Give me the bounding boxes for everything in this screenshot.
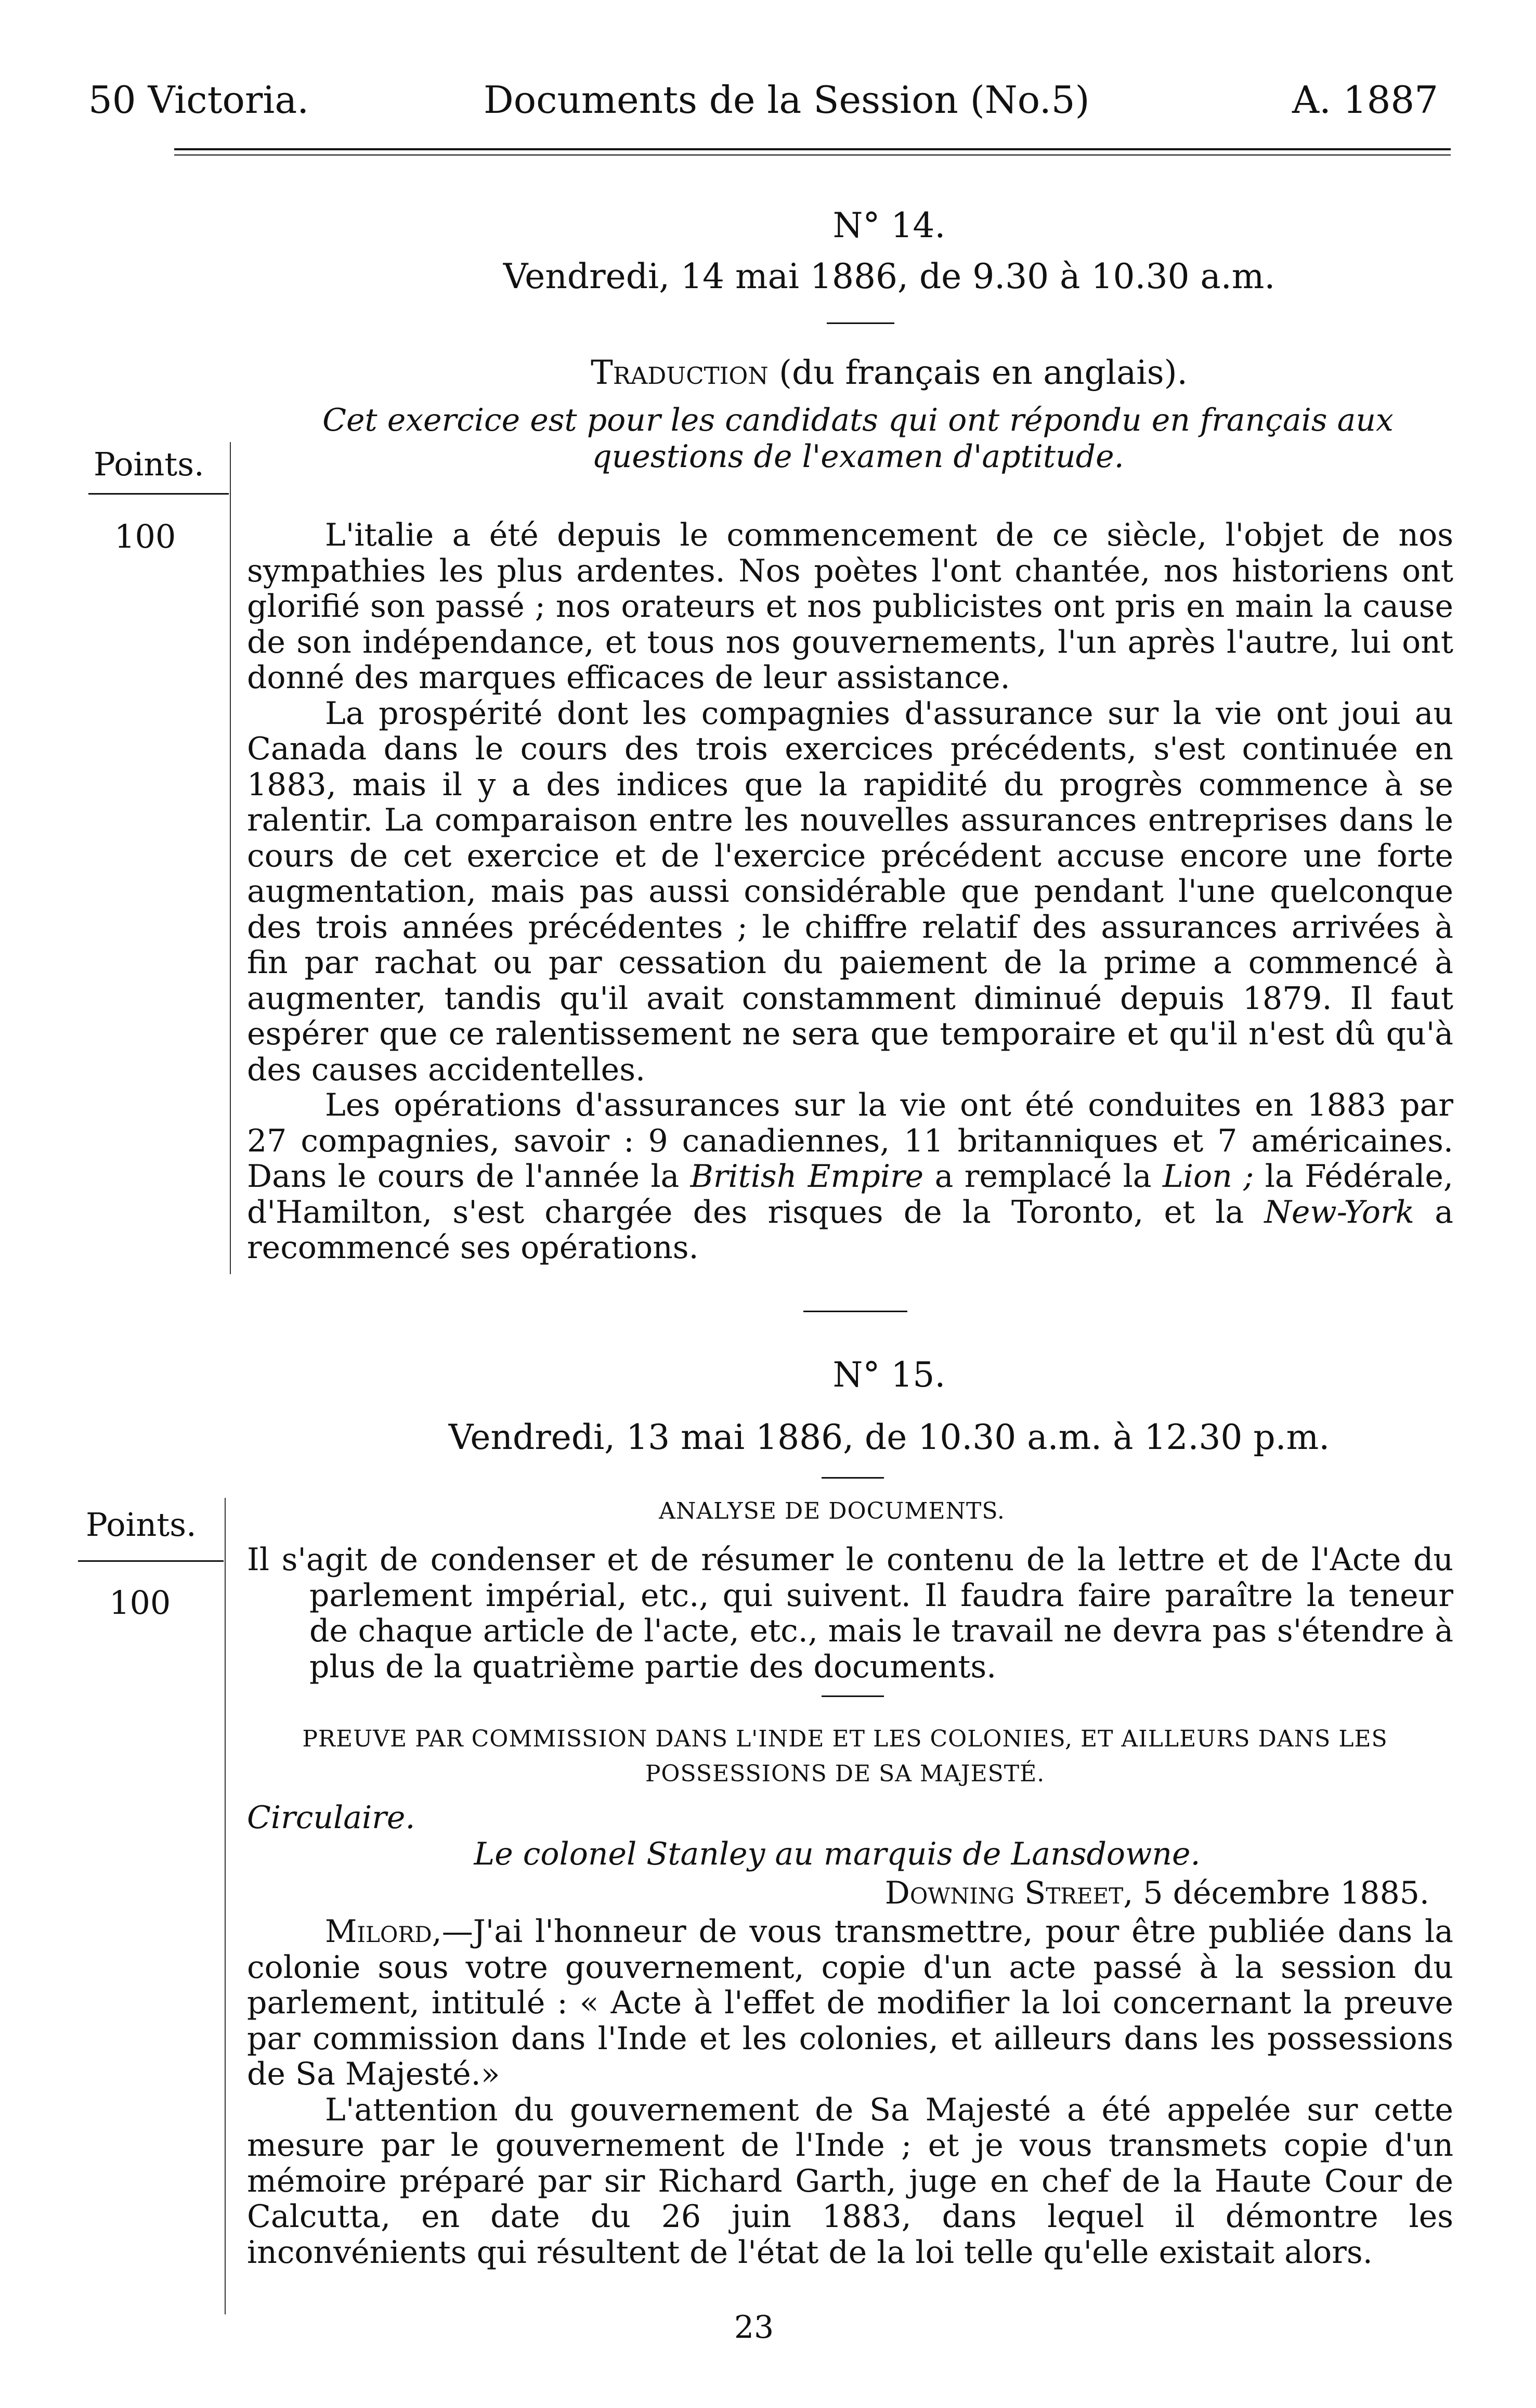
header-document-title: Documents de la Session (No.5) <box>484 78 1090 122</box>
header-rule-top <box>174 148 1451 150</box>
section14-paragraph-1: L'italie a été depuis le commencement de ce siècle, l'objet de nos sympathies les plus ardentes. Nos poètes l'ont chantée, nos historiens ont glorifié son passé ; nos orateurs et nos publicistes ont pris en main la cause de son indépendance, et tous nos gouvernements, l'un après l'autre, lui ont donné des marques efficaces de leur assistance. <box>247 517 1453 696</box>
section14-p3-em3: New-York <box>1264 1194 1415 1231</box>
section15-divider <box>822 1477 884 1479</box>
section15-dateline <box>885 1875 1429 1911</box>
section15-number: N° 15. <box>832 1355 946 1395</box>
section15-points-value: 100 <box>109 1584 171 1622</box>
section14-points-rule <box>88 493 229 495</box>
section15-title-line-2: POSSESSIONS DE SA MAJESTÉ. <box>645 1760 1045 1787</box>
section15-letter-paragraph-1 <box>247 1914 1453 2092</box>
section14-heading <box>0 354 1536 392</box>
section15-letter-p1-text: —J'ai l'honneur de vous transmettre, pour être publiée dans la colonie sous votre gouvernement, copie d'un acte passé à la session du parlement, intitulé : « Acte à l'effet de modifier la loi concernant la preuve par commission dans l'Inde et les colonies, et ailleurs dans les possessions de Sa Majesté.» <box>247 1913 1453 2092</box>
section15-letter-paragraph-2: L'attention du gouvernement de Sa Majesté a été appelée sur cette mesure par le gouvernement de l'Inde ; et je vous transmets copie d'un mémoire préparé par sir Richard Garth, juge en chef de la Haute Cour de Calcutta, en date du 26 juin 1883, dans lequel il démontre les inconvénients qui résultent de l'état de la loi telle qu'elle existait alors. <box>247 2091 1453 2271</box>
section14-points-label: Points. <box>94 445 204 483</box>
section15-margin-bar <box>225 1498 226 2314</box>
section14-divider <box>827 322 894 324</box>
section14-text <box>247 517 1453 1266</box>
section15-instructions: Il s'agit de condenser et de résumer le contenu de la lettre et de l'Acte du parlement impérial, etc., qui suivent. Il faudra faire paraître la teneur de chaque article de l'acte, etc., mais le travail ne devra pas s'étendre à plus de la quatrième partie des documents. <box>247 1542 1453 1685</box>
section14-p3-em2: Lion ; <box>1162 1158 1254 1195</box>
section15-circulaire: Circulaire. <box>247 1799 415 1836</box>
section15-points-rule <box>78 1560 224 1562</box>
section15-date: Vendredi, 13 mai 1886, de 10.30 a.m. à 12.30 p.m. <box>448 1417 1330 1457</box>
section14-paragraph-2: La prospérité dont les compagnies d'assurance sur la vie ont joui au Canada dans le cours des trois exercices précédents, s'est continuée en 1883, mais il y a des indices que la rapidité du progrès commence à se ralentir. La comparaison entre les nouvelles assurances entreprises dans le cours de cet exercice et de l'exercice précédent accuse encore une forte augmentation, mais pas aussi considérable que pendant l'une quelconque des trois années précédentes ; le chiffre relatif des assurances arrivées à fin par rachat ou par cessation du paiement de la prime a commencé à augmenter, tandis qu'il avait constamment diminué depuis 1879. Il faut espérer que ce ralentissement ne sera que temporaire et qu'il n'est dû qu'à des causes accidentelles. <box>247 695 1453 1088</box>
section14-margin-bar <box>230 442 231 1274</box>
section15-salutation: Milord, <box>325 1913 442 1950</box>
section15-divider-2 <box>822 1695 884 1697</box>
section15-place: Downing Street, <box>884 1875 1134 1911</box>
section14-p3-a: Les opérations d'assurances sur la vie ont été conduites en 1883 par 27 compagnies, savoir : 9 canadiennes, 11 britanniques et 7 américaines. Dans le cours de l'année la <box>247 1087 1453 1195</box>
section14-points-value: 100 <box>114 517 176 555</box>
section15-letter <box>247 1914 1453 2270</box>
section14-number: N° 14. <box>832 205 946 245</box>
section14-p3-b: a remplacé la <box>923 1158 1163 1195</box>
header-year: A. 1887 <box>1292 78 1439 122</box>
section15-divider-top <box>803 1311 907 1312</box>
header-rule-bottom <box>174 154 1451 156</box>
section14-heading-label: Traduction <box>591 354 769 392</box>
section14-p3-d: a recommencé ses opérations. <box>247 1194 1453 1266</box>
section15-heading: ANALYSE DE DOCUMENTS. <box>659 1498 1005 1524</box>
section14-p3-em1: British Empire <box>690 1158 924 1195</box>
section15-place-date: 5 décembre 1885. <box>1133 1875 1429 1911</box>
section15-addressee: Le colonel Stanley au marquis de Lansdowne. <box>474 1836 1201 1872</box>
section14-p3-c: la Fédérale, d'Hamilton, s'est chargée des risques de la Toronto, et la <box>247 1158 1454 1231</box>
section15-title-line-1: PREUVE PAR COMMISSION DANS L'INDE ET LES COLONIES, ET AILLEURS DANS LES <box>302 1726 1388 1752</box>
section15-points-label: Points. <box>86 1506 197 1544</box>
header-session-year: 50 Victoria. <box>88 78 309 122</box>
section14-heading-rest: (du français en anglais). <box>768 354 1188 392</box>
page-number: 23 <box>734 2309 774 2346</box>
section14-paragraph-3 <box>247 1088 1453 1266</box>
section14-date: Vendredi, 14 mai 1886, de 9.30 à 10.30 a.m. <box>503 256 1275 296</box>
section14-note: Cet exercice est pour les candidats qui ont répondu en français aux questions de l'examen d'aptitude. <box>322 402 1394 475</box>
